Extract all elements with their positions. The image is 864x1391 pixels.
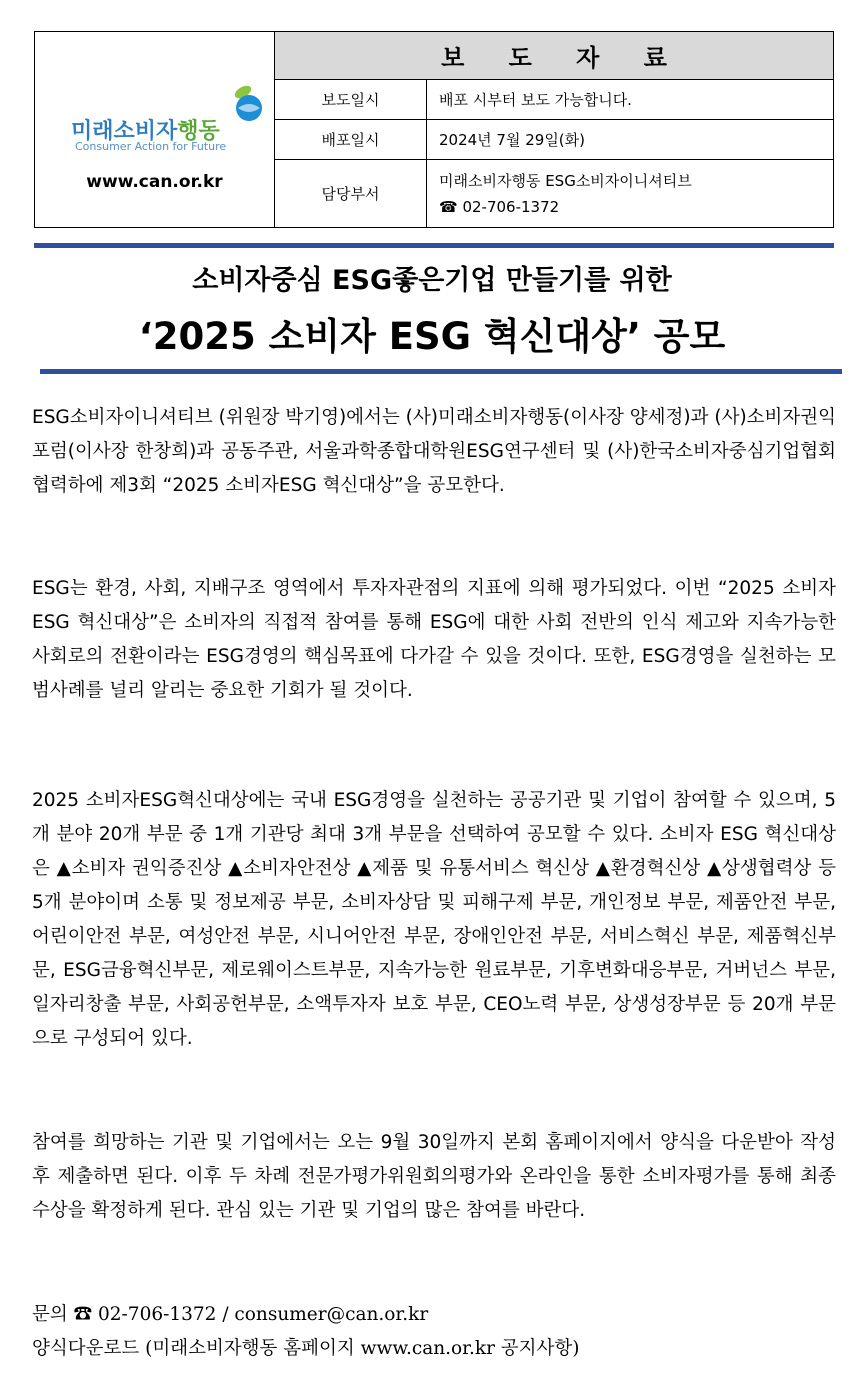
press-header-table — [34, 31, 834, 228]
bottom-divider — [40, 369, 842, 374]
department-name: 미래소비자행동 ESG소비자이니셔티브 — [439, 171, 692, 190]
logo-cell — [35, 32, 275, 227]
logo-name: 미래소비자행동 — [71, 119, 220, 144]
body-paragraph-1: ESG소비자이니셔티브 (위원장 박기영)에서는 (사)미래소비자행동(이사장 양세정)과 (사)소비자권익포럼(이사장 한창희)과 공동주관, 서울과학종합대학원ESG연구센터 및 (사)한국소비자중심기업협회 협력하에 제3회 “2025 소비자ESG 혁신대상”을 공모한다. — [32, 407, 837, 496]
top-divider — [34, 243, 834, 248]
distribution-date-value: 2024년 7월 29일(화) — [439, 130, 586, 149]
logo-leaf-icon — [213, 78, 263, 128]
distribution-date-row — [275, 120, 833, 160]
logo-url[interactable]: www.can.or.kr — [86, 172, 223, 192]
logo-subtitle: Consumer Action for Future — [75, 140, 227, 153]
body-paragraph-4: 참여를 희망하는 기관 및 기업에서는 오는 9월 30일까지 본회 홈페이지에서 양식을 다운받아 작성 후 제출하면 된다. 이후 두 차례 전문가평가위원회의평가와 온라인을 통한 소비자평가를 통해 최종 수상을 확정하게 된다. 관심 있는 기관 및 기업의 많은 참여를 바란다. — [32, 1132, 836, 1221]
distribution-date-label: 배포일시 — [275, 120, 427, 159]
body-paragraph-3: 2025 소비자ESG혁신대상에는 국내 ESG경영을 실천하는 공공기관 및 기업이 참여할 수 있으며, 5개 분야 20개 부문 중 1개 기관당 최대 3개 부문을 선택하여 공모할 수 있다. 소비자 ESG 혁신대상은 ▲소비자 권익증진상 ▲소비자안전상 ▲제품 및 유통서비스 혁신상 ▲환경혁신상 ▲상생협력상 등 5개 분야이며 소통 및 정보제공 부문, 소비자상담 및 피해구제 부문, 개인정보 부문, 제품안전 부문, 어린이안전 부문, 여성안전 부문, 시니어안전 부문, 장애인안전 부문, 서비스혁신 부문, 제품혁신부문, ESG금융혁신부문, 제로웨이스트부문, 지속가능한 원료부문, 기후변화대응부문, 거버넌스 부문, 일자리창출 부문, 사회공헌부문, 소액투자자 보호 부문, CEO노력 부문, 상생성장부문 등 20개 부문으로 구성되어 있다. — [32, 790, 836, 1049]
header-info — [275, 32, 833, 227]
department-value — [427, 160, 833, 227]
press-release-title: 보 도 자 료 — [275, 32, 833, 80]
department-row — [275, 160, 833, 227]
release-time-row — [275, 80, 833, 120]
department-phone: ☎ 02-706-1372 — [439, 197, 560, 216]
headline-title: ‘2025 소비자 ESG 혁신대상’ 공모 — [138, 315, 726, 358]
headline-subtitle: 소비자중심 ESG좋은기업 만들기를 위한 — [192, 265, 672, 296]
department-label: 담당부서 — [275, 160, 427, 227]
release-time-value: 배포 시부터 보도 가능합니다. — [439, 90, 632, 109]
release-time-label: 보도일시 — [275, 80, 427, 119]
contact-line: 문의 ☎ 02-706-1372 / consumer@can.or.kr — [32, 1304, 429, 1325]
download-line: 양식다운로드 (미래소비자행동 홈페이지 www.can.or.kr 공지사항) — [32, 1338, 580, 1359]
body-paragraph-2: ESG는 환경, 사회, 지배구조 영역에서 투자자관점의 지표에 의해 평가되었다. 이번 “2025 소비자 ESG 혁신대상”은 소비자의 직접적 참여를 통해 ESG에 대한 사회 전반의 인식 제고와 지속가능한 사회로의 전환이라는 ESG경영의 핵심목표에 다가갈 수 있을 것이다. 또한, ESG경영을 실천하는 모범사례를 널리 알리는 중요한 기회가 될 것이다. — [32, 578, 836, 701]
